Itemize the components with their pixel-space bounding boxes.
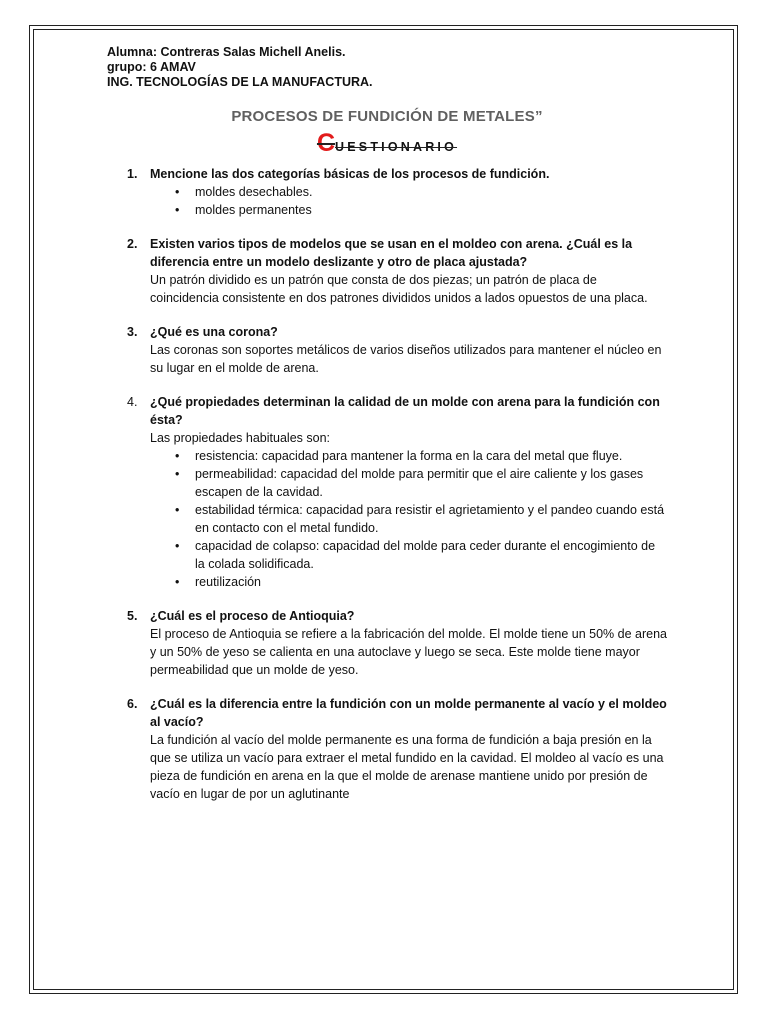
answer-text: Las coronas son soportes metálicos de varios diseños utilizados para mantener el núcleo en su lugar en el molde de arena. [150,343,662,375]
question-number: 1. [127,167,138,181]
question-list [107,165,667,803]
question-text: Existen varios tipos de modelos que se usan en el moldeo con arena. ¿Cuál es la diferencia entre un modelo deslizante y otro de placa ajustada? [150,237,633,269]
bullet-item: • moldes permanentes [195,201,667,219]
subtitle-rest: UESTIONARIO [335,140,458,154]
answer-text: Las propiedades habituales son: [150,431,330,445]
question-number: 4. [127,395,138,409]
question-item-6 [107,695,667,803]
question-text: ¿Qué es una corona? [150,325,278,339]
student-name: Alumna: Contreras Salas Michell Anelis. [107,45,346,59]
answer-text: La fundición al vacío del molde permanente es una forma de fundición a baja presión en la que se utiliza un vacío para extraer el metal fundido en la cavidad. El moldeo al vacío es una pieza de fundición en arena en la que el molde de arenase mantiene unido por presión de vacío en lugar de por un aglutinante [150,733,664,801]
question-text: ¿Cuál es la diferencia entre la fundición con un molde permanente al vacío y el moldeo al vacío? [150,697,667,729]
bullet-item: • reutilización [195,573,665,591]
program-name: ING. TECNOLOGÍAS DE LA MANUFACTURA. [107,75,373,89]
question-number: 5. [127,609,138,623]
document-page [107,45,667,819]
question-number: 6. [127,697,138,711]
answer-bullets [150,447,665,591]
question-text: ¿Cuál es el proceso de Antioquia? [150,609,355,623]
document-title: PROCESOS DE FUNDICIÓN DE METALES” [231,108,543,125]
bullet-item: • capacidad de colapso: capacidad del molde para ceder durante el encogimiento de la colada solidificada. [195,537,665,573]
question-item-5 [107,607,667,679]
question-text: Mencione las dos categorías básicas de los procesos de fundición. [150,167,550,181]
question-number: 3. [127,325,138,339]
bullet-item: • permeabilidad: capacidad del molde para permitir que el aire caliente y los gases escapen de la cavidad. [195,465,665,501]
question-item-4 [107,393,667,591]
question-text: ¿Qué propiedades determinan la calidad de un molde con arena para la fundición con ésta? [150,395,660,427]
document-subtitle [107,129,667,155]
bullet-item: • moldes desechables. [195,183,667,201]
subtitle-initial: C [316,129,336,157]
question-item-1 [107,165,667,219]
student-group: grupo: 6 AMAV [107,60,196,74]
answer-text: El proceso de Antioquia se refiere a la fabricación del molde. El molde tiene un 50% de arena y un 50% de yeso se calienta en una autoclave y luego se seca. Este molde tiene mayor permeabilidad que un molde de yeso. [150,627,667,677]
question-item-3 [107,323,667,377]
bullet-item: • estabilidad térmica: capacidad para resistir el agrietamiento y el pandeo cuando está en contacto con el metal fundido. [195,501,665,537]
question-number: 2. [127,237,138,251]
answer-text: Un patrón dividido es un patrón que consta de dos piezas; un patrón de placa de coincidencia consistente en dos patrones divididos unidos a lados opuestos de una placa. [150,273,648,305]
document-header [107,45,667,90]
question-item-2 [107,235,667,307]
answer-bullets [150,183,667,219]
bullet-item: • resistencia: capacidad para mantener la forma en la cara del metal que fluye. [195,447,665,465]
